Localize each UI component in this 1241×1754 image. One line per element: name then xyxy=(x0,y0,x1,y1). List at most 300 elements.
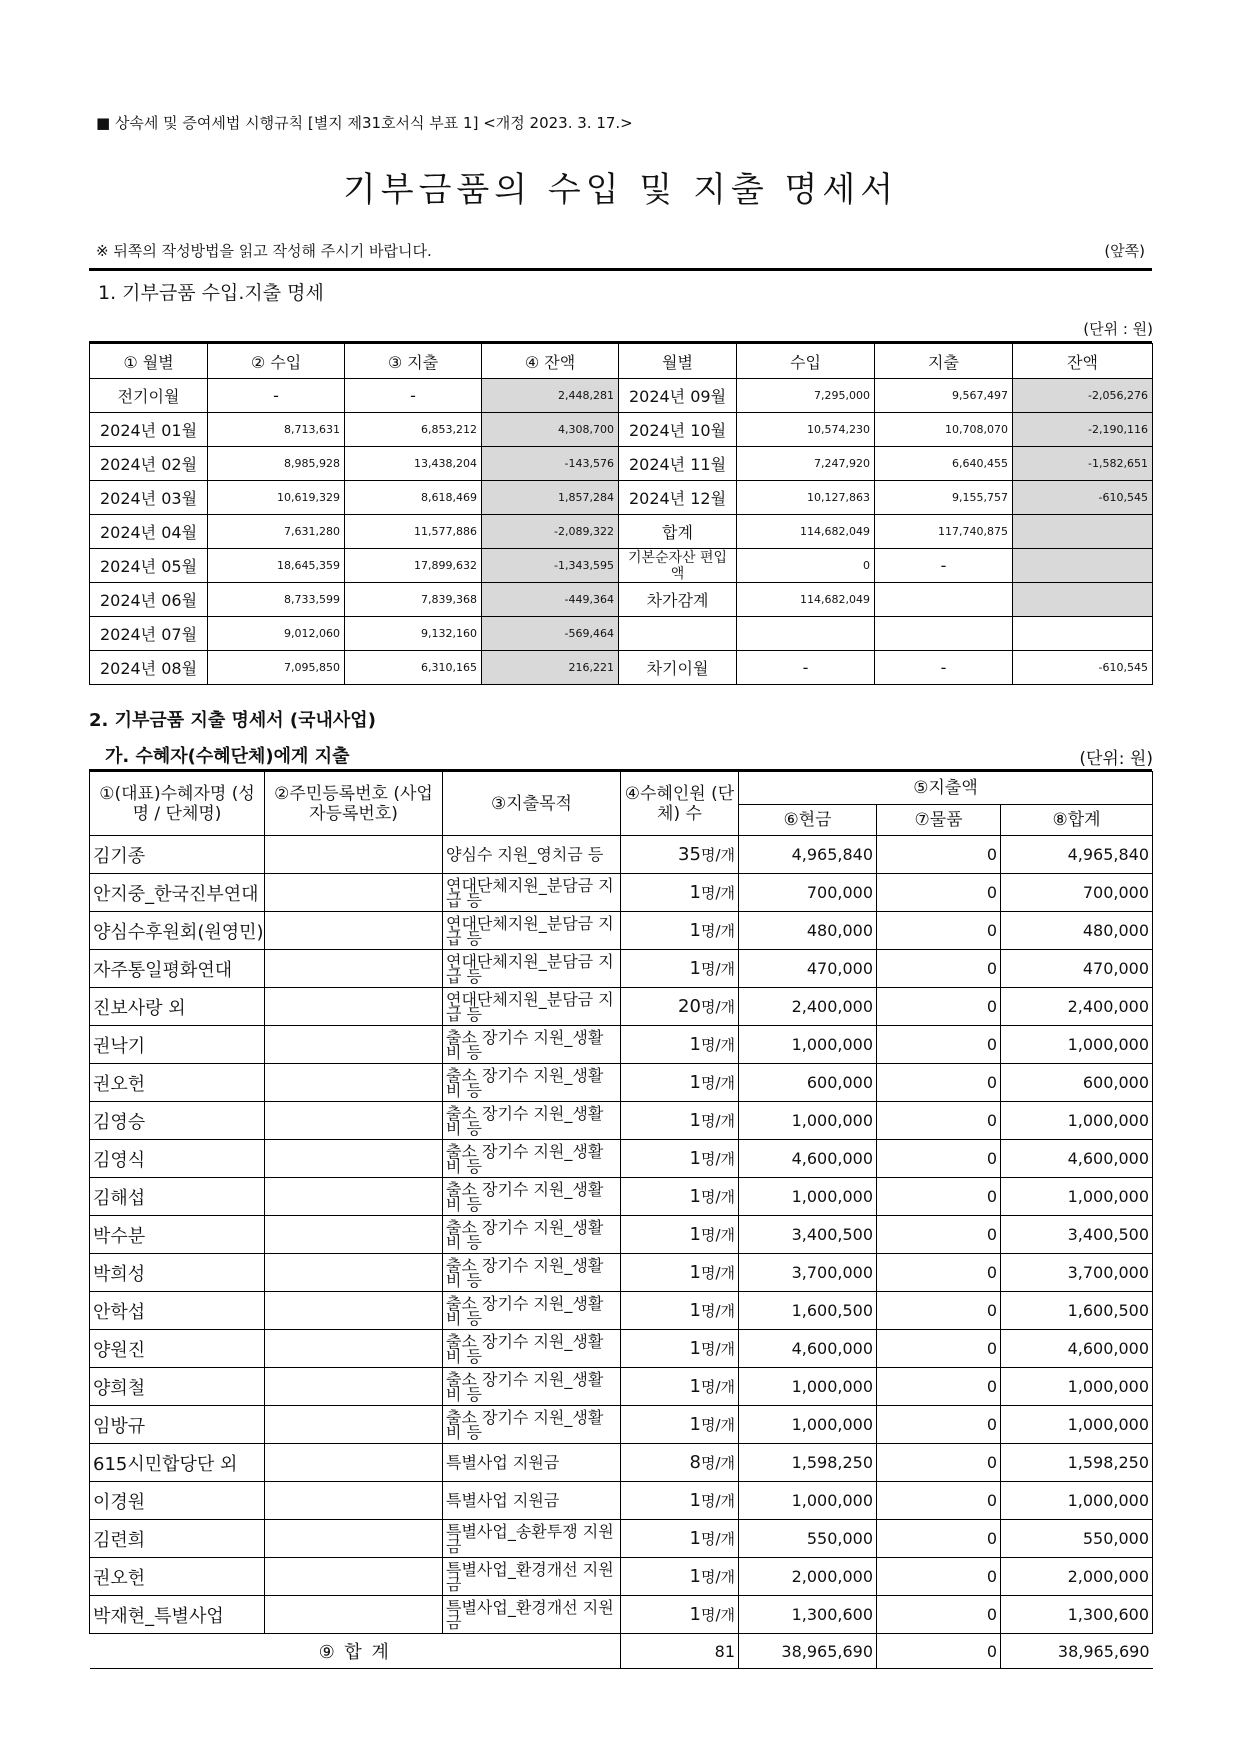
recipient-count-unit: 명/개 xyxy=(700,1340,735,1358)
purpose-cell: 출소 장기수 지원_생활비 등 xyxy=(443,1026,621,1064)
balance-cell-right: -610,545 xyxy=(1013,651,1153,685)
goods-cell: 0 xyxy=(877,1026,1001,1064)
recipient-count-unit: 명/개 xyxy=(700,1378,735,1396)
expense-cell: 9,132,160 xyxy=(345,617,482,651)
cash-cell: 1,598,250 xyxy=(739,1444,877,1482)
recipient-name-cell: 임방규 xyxy=(90,1406,265,1444)
goods-cell: 0 xyxy=(877,1102,1001,1140)
month-cell-right: 2024년 10월 xyxy=(619,413,737,447)
expense-cell: 17,899,632 xyxy=(345,549,482,583)
sum-cell: 1,000,000 xyxy=(1001,1102,1153,1140)
recipient-name-cell: 안지중_한국진부연대 xyxy=(90,874,265,912)
income-cell-right: 10,127,863 xyxy=(737,481,875,515)
table-row xyxy=(90,1178,1153,1216)
recipient-count-unit: 명/개 xyxy=(700,1188,735,1206)
expense-cell-right: 10,708,070 xyxy=(875,413,1013,447)
recipient-count-value: 35 xyxy=(678,844,701,865)
expense-cell: 6,853,212 xyxy=(345,413,482,447)
table-row xyxy=(90,1368,1153,1406)
income-cell-right: 114,682,049 xyxy=(737,583,875,617)
income-cell: 8,985,928 xyxy=(208,447,345,481)
expense-cell-right xyxy=(875,617,1013,651)
recipient-count-value: 1 xyxy=(689,1110,701,1131)
goods-cell: 0 xyxy=(877,1406,1001,1444)
total-cash: 38,965,690 xyxy=(739,1634,877,1669)
header-recipient-name: ①(대표)수혜자명 (성명 / 단체명) xyxy=(90,772,265,836)
recipient-count-cell xyxy=(621,1482,739,1520)
table-row xyxy=(90,1140,1153,1178)
header-amount: ⑤지출액 xyxy=(739,772,1153,805)
recipient-count-cell xyxy=(621,1026,739,1064)
balance-cell-right xyxy=(1013,515,1153,549)
recipient-count-unit: 명/개 xyxy=(700,1492,735,1510)
recipient-count-cell xyxy=(621,874,739,912)
table-row xyxy=(90,950,1153,988)
recipient-count-value: 1 xyxy=(689,1224,701,1245)
month-cell-right: 2024년 11월 xyxy=(619,447,737,481)
recipient-name-cell: 615시민합당단 외 xyxy=(90,1444,265,1482)
recipient-count-value: 1 xyxy=(689,1376,701,1397)
goods-cell: 0 xyxy=(877,1520,1001,1558)
goods-cell: 0 xyxy=(877,1368,1001,1406)
sum-cell: 1,000,000 xyxy=(1001,1026,1153,1064)
recipient-count-cell xyxy=(621,1596,739,1634)
table-row xyxy=(90,651,1153,685)
purpose-cell: 특별사업_환경개선 지원금 xyxy=(443,1558,621,1596)
recipient-count-value: 1 xyxy=(689,1604,701,1625)
total-row xyxy=(90,1634,1153,1669)
recipient-count-cell xyxy=(621,1102,739,1140)
recipient-name-cell: 안학섭 xyxy=(90,1292,265,1330)
recipient-name-cell: 자주통일평화연대 xyxy=(90,950,265,988)
header-month: ① 월별 xyxy=(90,344,208,379)
balance-cell: -449,364 xyxy=(482,583,619,617)
sum-cell: 1,000,000 xyxy=(1001,1368,1153,1406)
recipient-count-unit: 명/개 xyxy=(700,1036,735,1054)
sum-cell: 470,000 xyxy=(1001,950,1153,988)
cash-cell: 1,000,000 xyxy=(739,1406,877,1444)
balance-cell-right: -1,582,651 xyxy=(1013,447,1153,481)
balance-cell: -143,576 xyxy=(482,447,619,481)
recipient-count-cell xyxy=(621,1178,739,1216)
expense-cell: 6,310,165 xyxy=(345,651,482,685)
table-row xyxy=(90,912,1153,950)
section2a-title: 가. 수혜자(수혜단체)에게 지출 xyxy=(105,746,350,767)
purpose-cell: 특별사업_송환투쟁 지원금 xyxy=(443,1520,621,1558)
sum-cell: 1,000,000 xyxy=(1001,1406,1153,1444)
header-month-right: 월별 xyxy=(619,344,737,379)
month-cell: 2024년 08월 xyxy=(90,651,208,685)
registration-number-cell xyxy=(265,1482,443,1520)
recipient-count-unit: 명/개 xyxy=(700,960,735,978)
month-cell: 2024년 07월 xyxy=(90,617,208,651)
cash-cell: 2,000,000 xyxy=(739,1558,877,1596)
recipient-count-value: 1 xyxy=(689,1300,701,1321)
recipient-name-cell: 박희성 xyxy=(90,1254,265,1292)
income-cell-right: 114,682,049 xyxy=(737,515,875,549)
header-goods: ⑦물품 xyxy=(877,805,1001,836)
cash-cell: 480,000 xyxy=(739,912,877,950)
expense-cell-right: 9,155,757 xyxy=(875,481,1013,515)
income-cell-right: 7,247,920 xyxy=(737,447,875,481)
purpose-cell: 출소 장기수 지원_생활비 등 xyxy=(443,1064,621,1102)
registration-number-cell xyxy=(265,1064,443,1102)
purpose-cell: 출소 장기수 지원_생활비 등 xyxy=(443,1140,621,1178)
cash-cell: 1,000,000 xyxy=(739,1178,877,1216)
balance-cell: 1,857,284 xyxy=(482,481,619,515)
cash-cell: 1,000,000 xyxy=(739,1482,877,1520)
sum-cell: 3,400,500 xyxy=(1001,1216,1153,1254)
table-row xyxy=(90,1216,1153,1254)
recipient-count-cell xyxy=(621,1064,739,1102)
balance-cell-right: -2,056,276 xyxy=(1013,379,1153,413)
section2-title: 2. 기부금품 지출 명세서 (국내사업) xyxy=(89,710,376,731)
expense-cell-right xyxy=(875,583,1013,617)
balance-cell: -2,089,322 xyxy=(482,515,619,549)
recipient-count-value: 20 xyxy=(678,996,701,1017)
sum-cell: 4,965,840 xyxy=(1001,836,1153,874)
recipient-name-cell: 김기종 xyxy=(90,836,265,874)
table-row xyxy=(90,379,1153,413)
registration-number-cell xyxy=(265,1102,443,1140)
purpose-cell: 출소 장기수 지원_생활비 등 xyxy=(443,1216,621,1254)
expense-cell-right: - xyxy=(875,549,1013,583)
registration-number-cell xyxy=(265,988,443,1026)
goods-cell: 0 xyxy=(877,950,1001,988)
header-expense: ③ 지출 xyxy=(345,344,482,379)
cash-cell: 4,965,840 xyxy=(739,836,877,874)
recipient-count-value: 1 xyxy=(689,920,701,941)
header-balance-right: 잔액 xyxy=(1013,344,1153,379)
registration-number-cell xyxy=(265,1520,443,1558)
instruction-notice: ※ 뒤쪽의 작성방법을 읽고 작성해 주시기 바랍니다. xyxy=(96,242,432,260)
table-header-row xyxy=(90,344,1153,379)
balance-cell: 2,448,281 xyxy=(482,379,619,413)
goods-cell: 0 xyxy=(877,1292,1001,1330)
sum-cell: 480,000 xyxy=(1001,912,1153,950)
recipient-count-unit: 명/개 xyxy=(700,1454,735,1472)
recipient-name-cell: 양원진 xyxy=(90,1330,265,1368)
purpose-cell: 양심수 지원_영치금 등 xyxy=(443,836,621,874)
sum-cell: 1,598,250 xyxy=(1001,1444,1153,1482)
registration-number-cell xyxy=(265,1216,443,1254)
sum-cell: 1,600,500 xyxy=(1001,1292,1153,1330)
recipient-count-value: 1 xyxy=(689,1338,701,1359)
recipient-count-cell xyxy=(621,1520,739,1558)
month-cell: 2024년 03월 xyxy=(90,481,208,515)
registration-number-cell xyxy=(265,1140,443,1178)
recipient-count-cell xyxy=(621,1368,739,1406)
expense-cell-right: 6,640,455 xyxy=(875,447,1013,481)
income-expense-table xyxy=(89,343,1153,685)
table-row xyxy=(90,1520,1153,1558)
total-label: ⑨ 합 계 xyxy=(90,1634,621,1669)
total-goods: 0 xyxy=(877,1634,1001,1669)
recipient-name-cell: 양희철 xyxy=(90,1368,265,1406)
recipient-count-unit: 명/개 xyxy=(700,846,735,864)
sum-cell: 1,300,600 xyxy=(1001,1596,1153,1634)
recipient-name-cell: 진보사랑 외 xyxy=(90,988,265,1026)
income-cell: - xyxy=(208,379,345,413)
month-cell-right: 차가감계 xyxy=(619,583,737,617)
sum-cell: 2,400,000 xyxy=(1001,988,1153,1026)
purpose-cell: 출소 장기수 지원_생활비 등 xyxy=(443,1254,621,1292)
expense-cell-right: 117,740,875 xyxy=(875,515,1013,549)
registration-number-cell xyxy=(265,950,443,988)
goods-cell: 0 xyxy=(877,836,1001,874)
month-cell: 2024년 04월 xyxy=(90,515,208,549)
goods-cell: 0 xyxy=(877,1444,1001,1482)
cash-cell: 470,000 xyxy=(739,950,877,988)
balance-cell-right xyxy=(1013,583,1153,617)
table-row xyxy=(90,617,1153,651)
table-row xyxy=(90,988,1153,1026)
income-cell-right: - xyxy=(737,651,875,685)
registration-number-cell xyxy=(265,1444,443,1482)
registration-number-cell xyxy=(265,1368,443,1406)
cash-cell: 550,000 xyxy=(739,1520,877,1558)
month-cell: 2024년 02월 xyxy=(90,447,208,481)
purpose-cell: 출소 장기수 지원_생활비 등 xyxy=(443,1330,621,1368)
goods-cell: 0 xyxy=(877,912,1001,950)
income-cell: 8,713,631 xyxy=(208,413,345,447)
recipient-count-cell xyxy=(621,1406,739,1444)
recipient-count-cell xyxy=(621,836,739,874)
table-row xyxy=(90,1406,1153,1444)
recipient-count-unit: 명/개 xyxy=(700,922,735,940)
recipient-count-unit: 명/개 xyxy=(700,1074,735,1092)
expense-cell-right: 9,567,497 xyxy=(875,379,1013,413)
sum-cell: 1,000,000 xyxy=(1001,1178,1153,1216)
table-row xyxy=(90,481,1153,515)
expense-cell: 7,839,368 xyxy=(345,583,482,617)
recipient-count-unit: 명/개 xyxy=(700,1606,735,1624)
cash-cell: 2,400,000 xyxy=(739,988,877,1026)
section1-unit: (단위 : 원) xyxy=(1083,320,1153,338)
recipient-count-cell xyxy=(621,1216,739,1254)
cash-cell: 4,600,000 xyxy=(739,1330,877,1368)
income-cell: 7,631,280 xyxy=(208,515,345,549)
header-recipient-count: ④수혜인원 (단체) 수 xyxy=(621,772,739,836)
table-row xyxy=(90,515,1153,549)
income-cell: 10,619,329 xyxy=(208,481,345,515)
header-income-right: 수입 xyxy=(737,344,875,379)
sum-cell: 550,000 xyxy=(1001,1520,1153,1558)
sum-cell: 3,700,000 xyxy=(1001,1254,1153,1292)
recipient-count-value: 8 xyxy=(689,1452,701,1473)
table-row xyxy=(90,413,1153,447)
recipient-count-value: 1 xyxy=(689,958,701,979)
cash-cell: 1,300,600 xyxy=(739,1596,877,1634)
recipient-name-cell: 김영식 xyxy=(90,1140,265,1178)
table-row xyxy=(90,549,1153,583)
month-cell-right: 차기이월 xyxy=(619,651,737,685)
recipient-expense-table xyxy=(89,771,1153,1669)
recipient-count-value: 1 xyxy=(689,1262,701,1283)
registration-number-cell xyxy=(265,1254,443,1292)
sum-cell: 4,600,000 xyxy=(1001,1140,1153,1178)
document-title: 기부금품의 수입 및 지출 명세서 xyxy=(342,170,899,210)
cash-cell: 3,400,500 xyxy=(739,1216,877,1254)
cash-cell: 1,000,000 xyxy=(739,1368,877,1406)
recipient-name-cell: 권오헌 xyxy=(90,1558,265,1596)
section1-title: 1. 기부금품 수입.지출 명세 xyxy=(98,282,324,304)
income-cell: 9,012,060 xyxy=(208,617,345,651)
balance-cell: -569,464 xyxy=(482,617,619,651)
goods-cell: 0 xyxy=(877,1178,1001,1216)
recipient-name-cell: 권낙기 xyxy=(90,1026,265,1064)
income-cell-right: 10,574,230 xyxy=(737,413,875,447)
purpose-cell: 특별사업 지원금 xyxy=(443,1444,621,1482)
recipient-count-cell xyxy=(621,1558,739,1596)
recipient-count-unit: 명/개 xyxy=(700,1416,735,1434)
month-cell-right: 합계 xyxy=(619,515,737,549)
registration-number-cell xyxy=(265,1292,443,1330)
recipient-count-cell xyxy=(621,988,739,1026)
table-row xyxy=(90,447,1153,481)
recipient-count-unit: 명/개 xyxy=(700,1530,735,1548)
cash-cell: 3,700,000 xyxy=(739,1254,877,1292)
cash-cell: 700,000 xyxy=(739,874,877,912)
table-row xyxy=(90,1558,1153,1596)
registration-number-cell xyxy=(265,1178,443,1216)
registration-number-cell xyxy=(265,1330,443,1368)
balance-cell-right: -610,545 xyxy=(1013,481,1153,515)
table-row xyxy=(90,583,1153,617)
purpose-cell: 연대단체지원_분담금 지급 등 xyxy=(443,912,621,950)
registration-number-cell xyxy=(265,1026,443,1064)
income-cell-right xyxy=(737,617,875,651)
recipient-count-value: 1 xyxy=(689,1490,701,1511)
header-expense-right: 지출 xyxy=(875,344,1013,379)
title-divider xyxy=(89,268,1152,271)
month-cell-right: 2024년 09월 xyxy=(619,379,737,413)
month-cell-right: 2024년 12월 xyxy=(619,481,737,515)
goods-cell: 0 xyxy=(877,988,1001,1026)
expense-cell: 8,618,469 xyxy=(345,481,482,515)
recipient-name-cell: 박재현_특별사업 xyxy=(90,1596,265,1634)
recipient-count-unit: 명/개 xyxy=(700,1150,735,1168)
cash-cell: 1,000,000 xyxy=(739,1026,877,1064)
cash-cell: 600,000 xyxy=(739,1064,877,1102)
sum-cell: 2,000,000 xyxy=(1001,1558,1153,1596)
balance-cell-right: -2,190,116 xyxy=(1013,413,1153,447)
page-side-label: (앞쪽) xyxy=(1104,242,1145,260)
sum-cell: 1,000,000 xyxy=(1001,1482,1153,1520)
header-balance: ④ 잔액 xyxy=(482,344,619,379)
header-cash: ⑥현금 xyxy=(739,805,877,836)
goods-cell: 0 xyxy=(877,1482,1001,1520)
income-cell: 18,645,359 xyxy=(208,549,345,583)
cash-cell: 4,600,000 xyxy=(739,1140,877,1178)
month-cell: 2024년 05월 xyxy=(90,549,208,583)
goods-cell: 0 xyxy=(877,1064,1001,1102)
total-count: 81 xyxy=(621,1634,739,1669)
income-cell: 8,733,599 xyxy=(208,583,345,617)
recipient-count-cell xyxy=(621,1140,739,1178)
sum-cell: 600,000 xyxy=(1001,1064,1153,1102)
balance-cell-right xyxy=(1013,549,1153,583)
recipient-name-cell: 양심수후원회(원영민) xyxy=(90,912,265,950)
recipient-name-cell: 권오헌 xyxy=(90,1064,265,1102)
purpose-cell: 출소 장기수 지원_생활비 등 xyxy=(443,1406,621,1444)
purpose-cell: 출소 장기수 지원_생활비 등 xyxy=(443,1368,621,1406)
sum-cell: 4,600,000 xyxy=(1001,1330,1153,1368)
month-cell-right xyxy=(619,617,737,651)
table-row xyxy=(90,1330,1153,1368)
goods-cell: 0 xyxy=(877,1216,1001,1254)
table-row xyxy=(90,1482,1153,1520)
goods-cell: 0 xyxy=(877,1596,1001,1634)
recipient-count-cell xyxy=(621,950,739,988)
registration-number-cell xyxy=(265,1406,443,1444)
recipient-count-cell xyxy=(621,1292,739,1330)
header-purpose: ③지출목적 xyxy=(443,772,621,836)
purpose-cell: 출소 장기수 지원_생활비 등 xyxy=(443,1102,621,1140)
recipient-count-unit: 명/개 xyxy=(700,1568,735,1586)
header-sum: ⑧합계 xyxy=(1001,805,1153,836)
section2-unit: (단위: 원) xyxy=(1079,749,1153,769)
total-sum: 38,965,690 xyxy=(1001,1634,1153,1669)
purpose-cell: 연대단체지원_분담금 지급 등 xyxy=(443,874,621,912)
purpose-cell: 출소 장기수 지원_생활비 등 xyxy=(443,1178,621,1216)
income-cell: 7,095,850 xyxy=(208,651,345,685)
balance-cell: -1,343,595 xyxy=(482,549,619,583)
recipient-count-cell xyxy=(621,1330,739,1368)
balance-cell: 216,221 xyxy=(482,651,619,685)
table-row xyxy=(90,836,1153,874)
sum-cell: 700,000 xyxy=(1001,874,1153,912)
expense-cell: - xyxy=(345,379,482,413)
recipient-count-unit: 명/개 xyxy=(700,998,735,1016)
header-registration-number: ②주민등록번호 (사업자등록번호) xyxy=(265,772,443,836)
goods-cell: 0 xyxy=(877,1140,1001,1178)
recipient-count-value: 1 xyxy=(689,882,701,903)
table-row xyxy=(90,1064,1153,1102)
recipient-count-unit: 명/개 xyxy=(700,1302,735,1320)
form-reference: ■ 상속세 및 증여세법 시행규칙 [별지 제31호서식 부표 1] <개정 2023. 3. 17.> xyxy=(96,114,633,132)
recipient-name-cell: 김련희 xyxy=(90,1520,265,1558)
recipient-count-value: 1 xyxy=(689,1148,701,1169)
balance-cell: 4,308,700 xyxy=(482,413,619,447)
recipient-count-value: 1 xyxy=(689,1566,701,1587)
cash-cell: 1,000,000 xyxy=(739,1102,877,1140)
income-cell-right: 0 xyxy=(737,549,875,583)
recipient-count-unit: 명/개 xyxy=(700,1226,735,1244)
recipient-name-cell: 김영승 xyxy=(90,1102,265,1140)
table-row xyxy=(90,1596,1153,1634)
cash-cell: 1,600,500 xyxy=(739,1292,877,1330)
recipient-count-value: 1 xyxy=(689,1186,701,1207)
table-row xyxy=(90,1102,1153,1140)
month-cell: 2024년 01월 xyxy=(90,413,208,447)
table-row xyxy=(90,1292,1153,1330)
purpose-cell: 특별사업 지원금 xyxy=(443,1482,621,1520)
recipient-name-cell: 김해섭 xyxy=(90,1178,265,1216)
recipient-count-cell xyxy=(621,912,739,950)
table-row xyxy=(90,1026,1153,1064)
registration-number-cell xyxy=(265,874,443,912)
month-cell-right: 기본순자산 편입액 xyxy=(619,549,737,583)
recipient-count-unit: 명/개 xyxy=(700,1264,735,1282)
month-cell: 2024년 06월 xyxy=(90,583,208,617)
goods-cell: 0 xyxy=(877,1254,1001,1292)
registration-number-cell xyxy=(265,836,443,874)
table-row xyxy=(90,874,1153,912)
header-income: ② 수입 xyxy=(208,344,345,379)
purpose-cell: 연대단체지원_분담금 지급 등 xyxy=(443,950,621,988)
registration-number-cell xyxy=(265,1596,443,1634)
